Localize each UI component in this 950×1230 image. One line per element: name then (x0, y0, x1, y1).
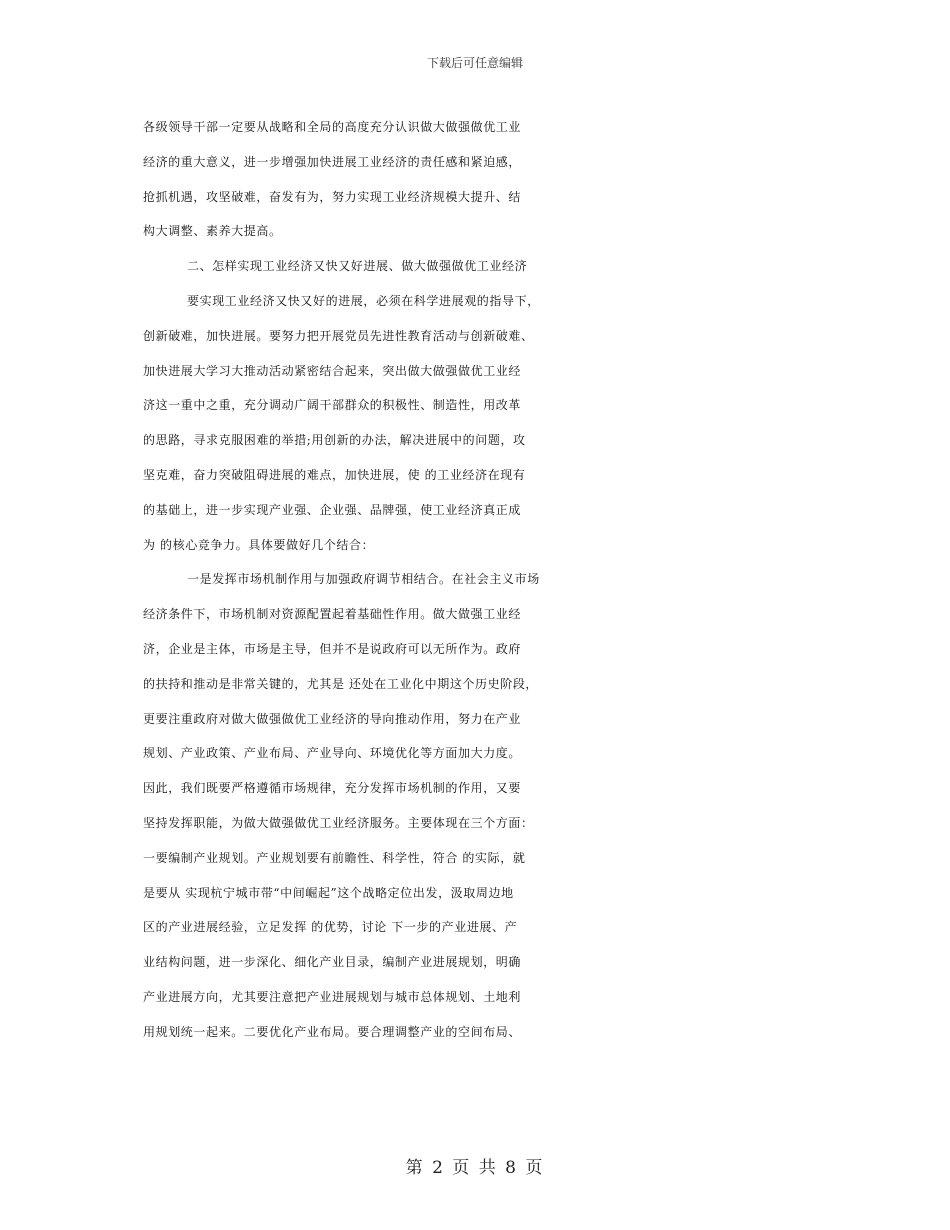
body-text-line: 是要从 实现杭宁城市带“中间崛起”这个战略定位出发，汲取周边地 (143, 885, 514, 900)
body-text-line: 用规划统一起来。二要优化产业布局。要合理调整产业的空间布局、 (143, 1024, 522, 1039)
body-text-line: 的思路，寻求克服困难的举措;用创新的办法，解决进展中的问题，攻 (143, 433, 526, 448)
body-text-line: 业结构问题，进一步深化、细化产业目录，编制产业进展规划，明确 (143, 955, 522, 970)
body-text-line: 抢抓机遇，攻坚破难，奋发有为，努力实现工业经济规模大提升、结 (143, 189, 522, 204)
body-text-line: 各级领导干部一定要从战略和全局的高度充分认识做大做强做优工业 (143, 120, 522, 134)
body-text-line: 产业进展方向，尤其要注意把产业进展规划与城市总体规划、土地利 (143, 989, 522, 1004)
body-text-line: 一要编制产业规划。产业规划要有前瞻性、科学性，符合 的实际，就 (143, 850, 526, 865)
body-text-line: 的基础上，进一步实现产业强、企业强、品牌强，使工业经济真正成 (143, 502, 522, 517)
body-text-line: 创新破难，加快进展。要努力把开展党员先进性教育活动与创新破难、 (143, 328, 534, 343)
page-header: 下载后可任意编辑 (426, 56, 523, 70)
body-text-line: 为 的核心竞争力。具体要做好几个结合： (143, 537, 375, 552)
body-text-line: 一是发挥市场机制作用与加强政府调节相结合。在社会主义市场 (187, 572, 540, 587)
body-text-line: 因此，我们既要严格遵循市场规律，充分发挥市场机制的作用，又要 (143, 781, 522, 796)
body-text-line: 坚持发挥职能，为做大做强做优工业经济服务。主要体现在三个方面： (143, 815, 534, 830)
body-text-line: 加快进展大学习大推动活动紧密结合起来，突出做大做强做优工业经 (143, 363, 522, 378)
body-text-line: 的扶持和推动是非常关键的，尤其是 还处在工业化中期这个历史阶段， (143, 676, 539, 691)
body-text-line: 规划、产业政策、产业布局、产业导向、环境优化等方面加大力度。 (143, 746, 522, 761)
page-number-footer: 第 2 页 共 8 页 (405, 1158, 545, 1178)
document-body (143, 110, 843, 1050)
body-text-line: 更要注重政府对做大做强做优工业经济的导向推动作用，努力在产业 (143, 711, 522, 726)
body-text-line: 经济条件下，市场机制对资源配置起着基础性作用。做大做强工业经 (143, 607, 522, 622)
body-text-line: 坚克难，奋力突破阻碍进展的难点，加快进展，使 的工业经济在现有 (143, 467, 526, 482)
body-text-line: 二、怎样实现工业经济又快又好进展、做大做强做优工业经济 (187, 259, 528, 274)
body-text-line: 区的产业进展经验，立足发挥 的优势，讨论 下一步的产业进展、产 (143, 920, 518, 935)
body-text-line: 济，企业是主体，市场是主导，但并不是说政府可以无所作为。政府 (143, 641, 522, 656)
body-text-line: 济这一重中之重，充分调动广阔干部群众的积极性、制造性，用改革 (143, 398, 522, 413)
body-text-line: 构大调整、素养大提高。 (143, 224, 282, 239)
body-text-line: 要实现工业经济又快又好的进展，必须在科学进展观的指导下， (187, 293, 540, 308)
body-text-line: 经济的重大意义，进一步增强加快进展工业经济的责任感和紧迫感， (143, 154, 522, 169)
